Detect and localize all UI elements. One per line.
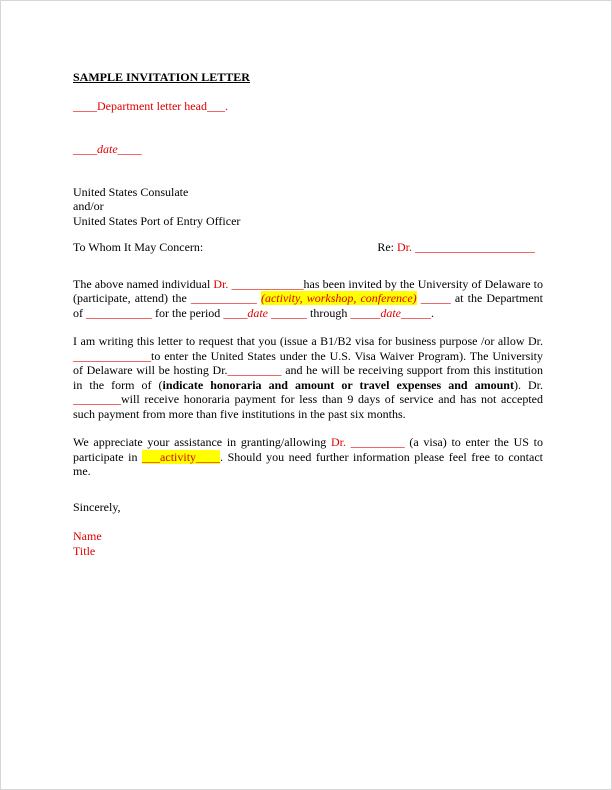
para2-blank-2: _________ <box>227 363 282 377</box>
para1-blank-2: ___________ <box>190 291 257 305</box>
para1-date2: date <box>380 305 401 320</box>
para1-date1-pre: ____ <box>223 305 248 320</box>
address-line-1: United States Consulate <box>73 184 189 199</box>
date-blank-pre: ____ <box>73 142 97 156</box>
para1-date2-pre: _____ <box>350 305 381 320</box>
recipient-address <box>73 185 543 229</box>
date-blank-post: ____ <box>117 142 142 156</box>
re-blank: ____________________ <box>412 240 535 254</box>
re-label: Re: <box>377 240 397 254</box>
para2-bold-instruction: indicate honoraria and amount or travel expenses and amount <box>162 377 514 392</box>
letter-body <box>73 70 543 558</box>
para1-text-3: at the Department of <box>73 291 544 320</box>
para1-dr: Dr. <box>213 276 229 291</box>
signature-block <box>73 529 543 558</box>
para2-text-5: will receive honoraria payment for less than 9 days of service and has not accepted such payment from more than five institutions in the past six months. <box>73 392 543 421</box>
letterhead-blank-post: ___. <box>206 98 228 113</box>
para3-text-3: . Should you need further information please feel free to contact me. <box>73 449 543 478</box>
paragraph-appreciation <box>73 435 543 479</box>
para1-date1-post: ______ <box>267 305 307 320</box>
para3-activity-highlight <box>142 450 220 464</box>
para3-text-2: (a visa) to enter the US to participate in <box>73 435 543 464</box>
letterhead-text: Department letter head <box>97 98 207 113</box>
address-line-3: United States Port of Entry Officer <box>73 213 241 228</box>
para1-date2-post: _____ <box>401 305 431 320</box>
para1-blank-4: ___________ <box>86 305 152 320</box>
letter-title: SAMPLE INVITATION LETTER <box>73 70 250 84</box>
para1-text-5: through <box>306 305 351 320</box>
paragraph-request <box>73 334 543 421</box>
para3-blank-1: _________ <box>345 435 405 449</box>
para2-blank-1: _____________ <box>73 348 151 363</box>
para3-dr: Dr. <box>330 435 346 449</box>
para3-activity-post: ____ <box>196 449 221 464</box>
paragraph-invitation <box>73 277 543 321</box>
para1-activity-highlight: (activity, workshop, conference) <box>260 291 417 305</box>
salutation-row <box>73 240 543 255</box>
address-line-2: and/or <box>73 199 104 213</box>
salutation: To Whom It May Concern: <box>73 240 204 254</box>
para2-text-3: and he will be receiving support from this institution in the form of ( <box>73 363 543 392</box>
letterhead-blank-pre: ____ <box>73 98 97 113</box>
para3-activity: activity <box>160 449 197 464</box>
para3-activity-pre: ___ <box>142 449 161 464</box>
para2-text-2: to enter the United States under the U.S. Visa Waiver Program). The University of Delaware will be hosting Dr. <box>73 348 543 377</box>
para2-blank-3: ________ <box>73 392 121 406</box>
para1-text-2: has been invited by the University of Delaware to (participate, attend) the <box>73 276 544 305</box>
re-line <box>377 240 535 255</box>
letter-date <box>73 142 543 157</box>
para3-text-1: We appreciate your assistance in granting/allowing <box>73 435 331 449</box>
para1-text-4: for the period <box>152 305 224 320</box>
date-text: date <box>97 142 118 156</box>
para1-text-6: . <box>431 305 434 320</box>
para1-blank-3: _____ <box>416 291 451 305</box>
para1-date1: date <box>247 305 268 320</box>
para1-text-1: The above named individual <box>73 276 214 291</box>
signature-name: Name <box>73 529 102 543</box>
closing: Sincerely, <box>73 499 121 514</box>
para2-text-4: ). Dr. <box>513 377 543 392</box>
department-letterhead <box>73 99 543 114</box>
signature-title: Title <box>73 543 96 558</box>
para2-text-1: I am writing this letter to request that you (issue a B1/B2 visa for business purpose /or allow Dr. <box>73 334 543 348</box>
para1-blank-1: ____________ <box>228 276 304 291</box>
re-dr: Dr. <box>397 240 412 254</box>
